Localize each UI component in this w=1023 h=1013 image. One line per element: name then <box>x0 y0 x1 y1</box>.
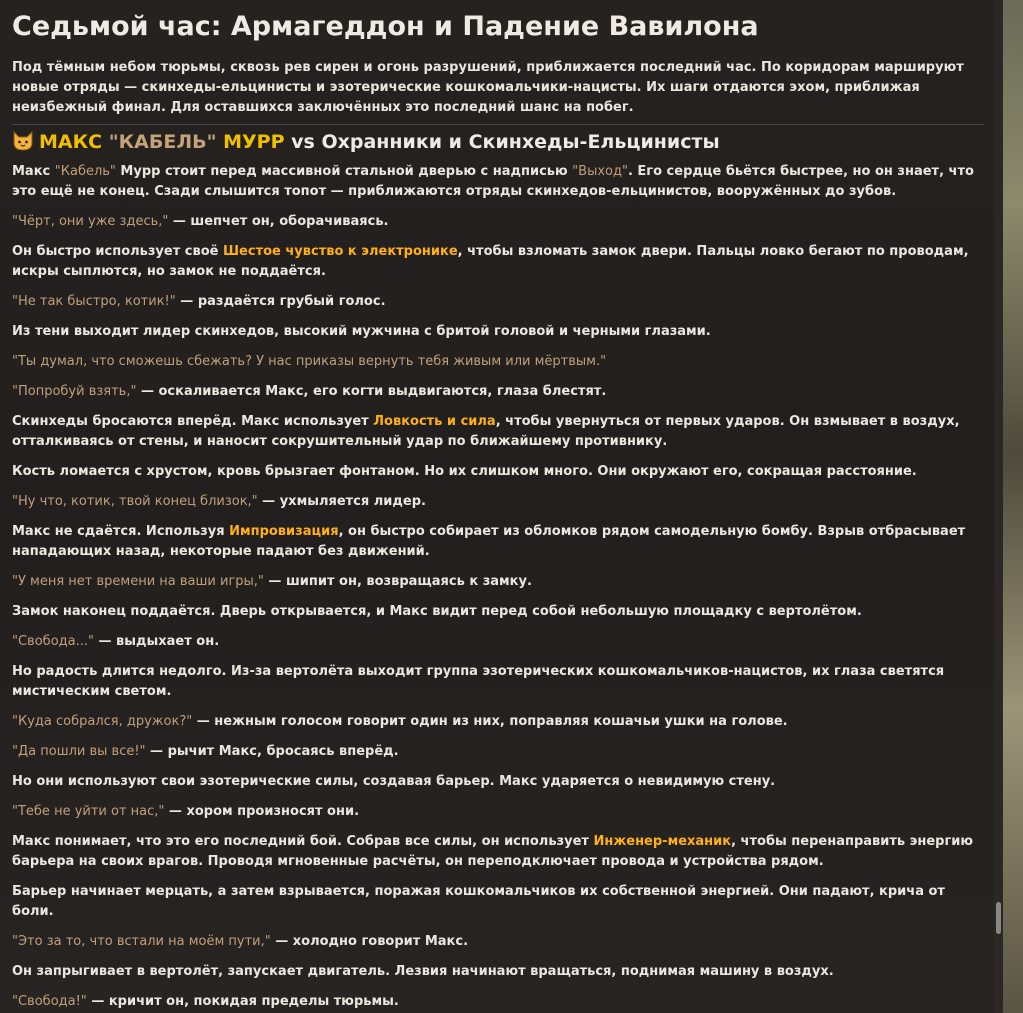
text-span: , чтобы увернуться от первых ударов. Он взмывает в воздух, отталкиваясь от стены, и наносит сокрушительный удар по ближайшему противнику. <box>12 414 960 449</box>
cat-face-icon <box>12 131 34 151</box>
story-paragraph <box>12 522 984 562</box>
text-span: — ухмыляется лидер. <box>257 494 426 509</box>
skill-highlight: Инженер-механик <box>593 834 732 849</box>
heading-versus: vs Охранники и Скинхеды-Ельцинисты <box>291 131 720 153</box>
scrollbar-thumb[interactable] <box>996 902 1001 934</box>
text-span: Скинхеды бросаются вперёд. Макс использует <box>12 414 374 429</box>
dialogue-quote: "Ты думал, что сможешь сбежать? У нас приказы вернуть тебя живым или мёртвым." <box>12 354 607 369</box>
page-title: Седьмой час: Армагеддон и Падение Вавилона <box>12 11 759 42</box>
vertical-scrollbar[interactable] <box>994 0 1003 1013</box>
story-paragraph <box>12 292 984 312</box>
story-paragraph: Но они используют свои эзотерические силы, создавая барьер. Макс ударяется о невидимую стену. <box>12 774 776 789</box>
story-paragraph <box>12 412 984 452</box>
text-span: Макс понимает, что это его последний бой. Собрав все силы, он использует <box>12 834 594 849</box>
text-span: Макс <box>12 164 55 179</box>
story-paragraph: Из тени выходит лидер скинхедов, высокий мужчина с бритой головой и черными глазами. <box>12 324 711 339</box>
text-span: — кричит он, покидая пределы тюрьмы. <box>86 994 399 1009</box>
hero-nickname: "КАБЕЛЬ" <box>108 131 217 153</box>
text-span: Макс не сдаётся. Используя <box>12 524 230 539</box>
story-paragraph <box>12 162 984 202</box>
text-span: — оскаливается Макс, его когти выдвигаются, глаза блестят. <box>136 384 607 399</box>
story-paragraph <box>12 742 984 762</box>
dialogue-quote: "Попробуй взять," <box>12 384 137 399</box>
story-paragraph: Кость ломается с хрустом, кровь брызгает фонтаном. Но их слишком много. Они окружают его, сокращая расстояние. <box>12 464 917 479</box>
text-span: — выдыхает он. <box>93 634 220 649</box>
story-paragraph <box>12 712 984 732</box>
hero-last-name: МУРР <box>223 131 285 153</box>
dialogue-quote: "Свобода!" <box>12 994 87 1009</box>
text-span: — холодно говорит Макс. <box>270 934 469 949</box>
dialogue-quote: "Ну что, котик, твой конец близок," <box>12 494 258 509</box>
text-span: , чтобы перенаправить энергию барьера на своих врагов. Проводя мгновенные расчёты, он переподключает провода и устройства рядом. <box>12 834 974 869</box>
skill-highlight: Ловкость и сила <box>373 414 496 429</box>
story-paragraph: Барьер начинает мерцать, а затем взрывается, поражая кошкомальчиков их собственной энергией. Они падают, крича от боли. <box>12 884 945 919</box>
door-sign-span: "Выход" <box>572 164 628 179</box>
divider <box>12 124 984 125</box>
text-span: , он быстро собирает из обломков рядом самодельную бомбу. Взрыв отбрасывает нападающих назад, некоторые падают без движений. <box>12 524 966 559</box>
dialogue-quote: "Свобода..." <box>12 634 94 649</box>
nickname-span: "Кабель" <box>54 164 116 179</box>
story-paragraph: Замок наконец поддаётся. Дверь открывается, и Макс видит перед собой небольшую площадку с вертолётом. <box>12 604 862 619</box>
dialogue-quote: "Да пошли вы все!" <box>12 744 146 759</box>
story-paragraph <box>12 832 984 872</box>
skill-highlight: Шестое чувство к электронике <box>222 244 458 259</box>
story-paragraph <box>12 632 984 652</box>
story-paragraph: Он запрыгивает в вертолёт, запускает двигатель. Лезвия начинают вращаться, поднимая машину в воздух. <box>12 964 834 979</box>
story-content <box>12 0 984 1013</box>
story-paragraph <box>12 492 984 512</box>
background-artwork <box>1003 0 1023 1013</box>
text-span: , чтобы взломать замок двери. Пальцы ловко бегают по проводам, искры сыплются, но замок не поддаётся. <box>12 244 969 279</box>
dialogue-quote: "Чёрт, они уже здесь," <box>12 214 169 229</box>
skill-highlight: Импровизация <box>229 524 339 539</box>
intro-paragraph: Под тёмным небом тюрьмы, сквозь рев сирен и огонь разрушений, приближается последний час. По коридорам маршируют новые отряды — скинхеды-ельцинисты и эзотерические кошкомальчики-нацисты. Их шаги отдаются эхом, приближая неизбежный финал. Для оставшихся заключённых это последний шанс на побег. <box>12 60 964 115</box>
story-paragraph <box>12 932 984 952</box>
dialogue-quote: "Куда собрался, дружок?" <box>12 714 193 729</box>
text-span: — шипит он, возвращаясь к замку. <box>263 574 532 589</box>
text-span: — хором произносят они. <box>164 804 360 819</box>
section-heading <box>12 128 984 156</box>
dialogue-quote: "Не так быстро, котик!" <box>12 294 176 309</box>
story-paragraph <box>12 992 984 1012</box>
story-paragraph <box>12 242 984 282</box>
text-span: — шепчет он, оборачиваясь. <box>168 214 389 229</box>
hero-first-name: МАКС <box>39 131 103 153</box>
text-span: . Его сердце бьётся быстрее, но он знает, что это ещё не конец. Сзади слышится топот — приближаются отряды скинхедов-ельцинистов, вооружённых до зубов. <box>12 164 974 199</box>
text-span: — рычит Макс, бросаясь вперёд. <box>145 744 399 759</box>
story-paragraph: Но радость длится недолго. Из-за вертолёта выходит группа эзотерических кошкомальчиков-нацистов, их глаза светятся мистическим светом. <box>12 664 945 699</box>
text-span: — раздаётся грубый голос. <box>175 294 386 309</box>
story-paragraph <box>12 802 984 822</box>
text-span: — нежным голосом говорит один из них, поправляя кошачьи ушки на голове. <box>192 714 788 729</box>
story-paragraph <box>12 212 984 232</box>
story-paragraph <box>12 352 984 372</box>
story-paragraph <box>12 572 984 592</box>
text-span: Он быстро использует своё <box>12 244 223 259</box>
dialogue-quote: "Это за то, что встали на моём пути," <box>12 934 271 949</box>
dialogue-quote: "Тебе не уйти от нас," <box>12 804 165 819</box>
text-span: Мурр стоит перед массивной стальной дверью с надписью <box>115 164 573 179</box>
dialogue-quote: "У меня нет времени на ваши игры," <box>12 574 264 589</box>
story-body <box>12 162 984 1012</box>
story-paragraph <box>12 382 984 402</box>
